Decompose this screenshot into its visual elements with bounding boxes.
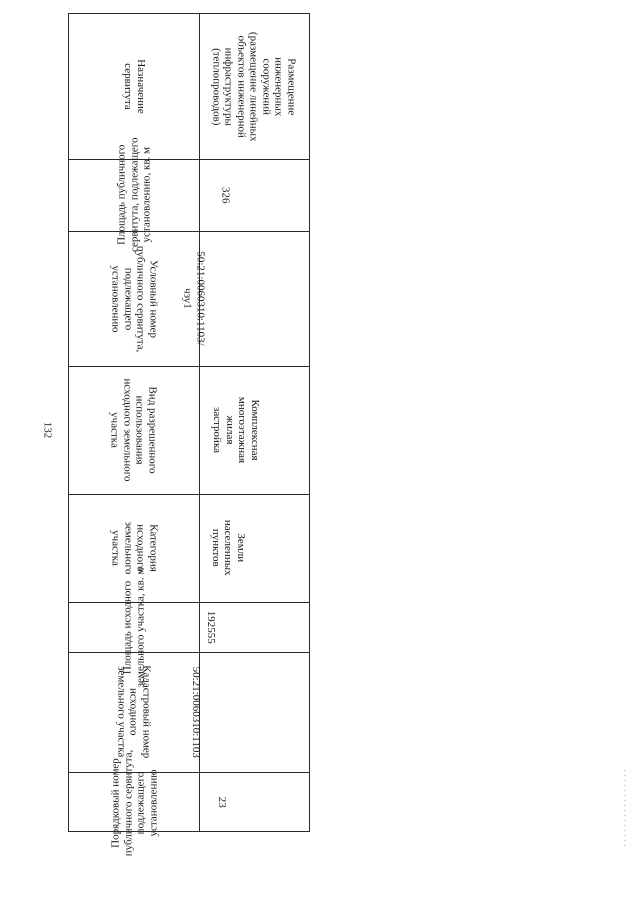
data-cell-category: Земли населенных пунктов	[209, 520, 247, 576]
data-cell-servitude-number: 50:21:0060310:1103/чзу1	[181, 251, 207, 346]
servitude-table	[68, 13, 310, 856]
data-cell-permitted-use: Комплексная многоэтажная жилая застройка	[211, 396, 261, 464]
header-cell-category: Категория исходного земельного участка	[109, 521, 159, 575]
data-cell-order-number: 23	[215, 797, 228, 808]
header-cell-permitted-use: Вид разрешенного использования исходного земельного участка	[109, 378, 159, 482]
header-cell-servitude-number: Условный номер публичного сервитута, подлежащего установлению	[109, 245, 159, 352]
header-cell-parcel-area: Площадь исходного земельного участка, кв. м	[121, 567, 146, 687]
scan-artifact	[624, 770, 626, 850]
header-cell-order-number: Порядковый номер публичного сервитута, подлежащего установлению	[109, 749, 159, 856]
data-cell-cadastral-number: 50:21:0060310:1103	[189, 666, 202, 758]
data-cell-parcel-area: 192555	[204, 610, 217, 644]
data-cell-purpose: Размещение инженерных сооружений (размещение линейных объектов инженерной инфраструктуры (теплопроводов)	[210, 31, 298, 142]
data-cell-servitude-area: 326	[219, 186, 231, 204]
header-cell-purpose: Назначение сервитута	[121, 59, 147, 114]
page-number: 132	[41, 421, 53, 439]
header-cell-cadastral-number: Кадастровый номер исходного земельного участка	[115, 665, 153, 759]
header-cell-servitude-area: Площадь публичного сервитута, подлежащего установлению, кв. м	[115, 137, 153, 253]
